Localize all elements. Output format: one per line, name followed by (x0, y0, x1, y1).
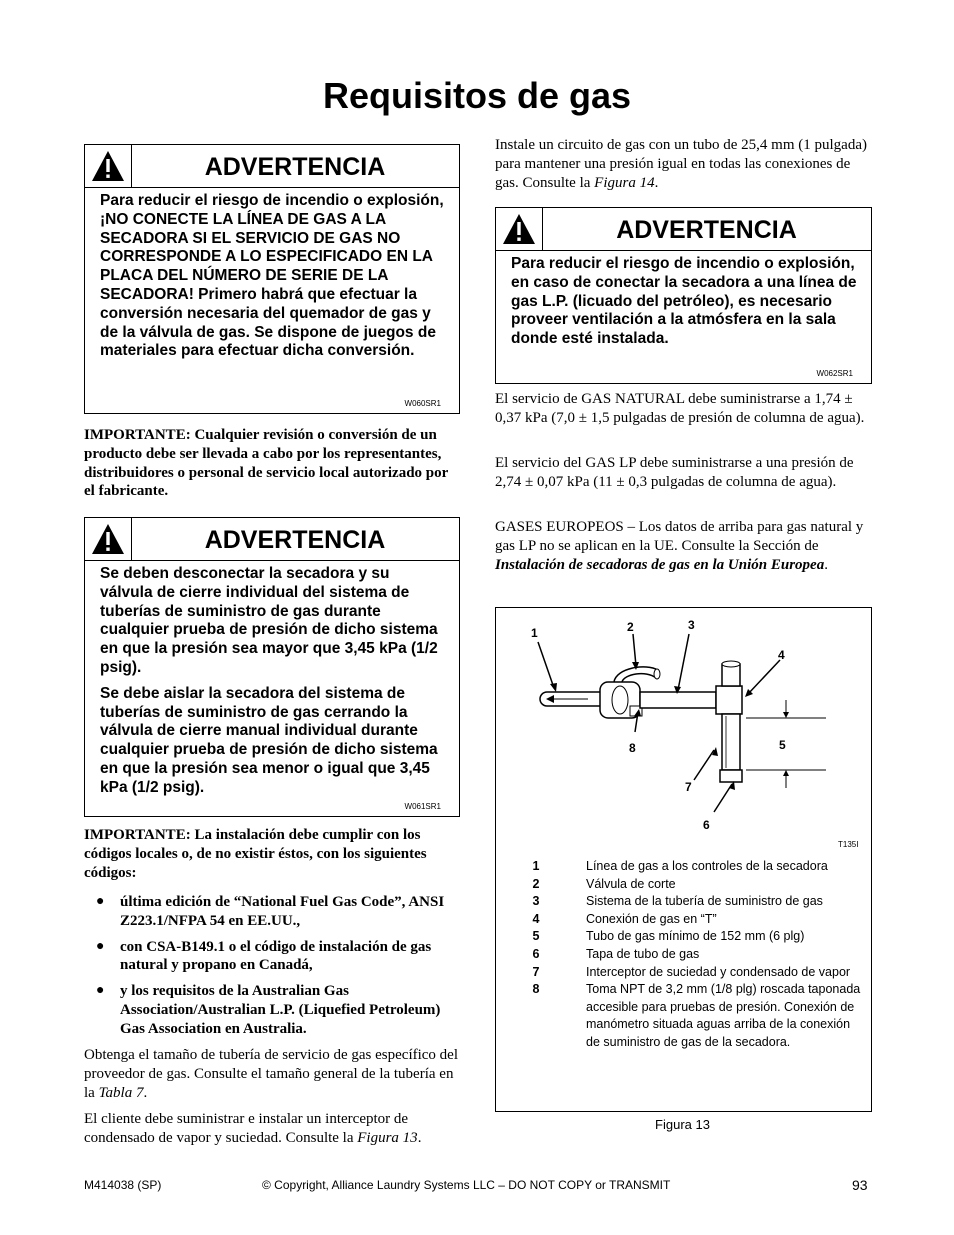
link-eu-section[interactable]: Instalación de secadoras de gas en la Unión Europea (495, 556, 825, 573)
page-title: Requisitos de gas (322, 75, 632, 116)
paragraph-pipe-size: Obtenga el tamaño de tubería de servicio de gas específico del proveedor de gas. Consulte el tamaño general de la tubería en la Tabla 7. (84, 1047, 459, 1101)
list-item: ● última edición de “National Fuel Gas Code”, ANSI Z223.1/NFPA 54 en EE.UU., (96, 894, 445, 929)
callout-5: 5 (779, 738, 786, 752)
callout-1: 1 (531, 626, 538, 640)
link-tabla-7[interactable]: Tabla 7 (98, 1084, 144, 1101)
callout-2: 2 (627, 620, 634, 634)
callout-7: 7 (685, 780, 692, 794)
link-figura-14[interactable]: Figura 14 (594, 174, 655, 191)
callout-4: 4 (778, 648, 785, 662)
warning-code: W061SR1 (404, 802, 441, 811)
warning-title: ADVERTENCIA (204, 153, 386, 181)
warning-code: W060SR1 (404, 399, 441, 408)
gas-pipe-diagram (496, 608, 871, 858)
paragraph-trap: El cliente debe suministrar e instalar un interceptor de condensado de vapor y suciedad. Consulte la Figura 13. (84, 1111, 422, 1146)
warning-text: Para reducir el riesgo de incendio o explosión, en caso de conectar la secadora a una línea de gas L.P. (licuado del petróleo), es necesario proveer ventilación a la atmósfera en la sala donde esté instalada. (511, 255, 857, 348)
callout-6: 6 (703, 818, 710, 832)
warning-box-pressure-test (84, 517, 460, 817)
callout-3: 3 (688, 618, 695, 632)
legend-item: 7 Interceptor de suciedad y condensado de vapor (532, 964, 851, 979)
link-figura-13[interactable]: Figura 13 (357, 1129, 418, 1146)
legend-item: 8 Toma NPT de 3,2 mm (1/8 plg) roscada taponada accesible para pruebas de presión. Conexión de manómetro situada aguas arriba de la conexión de suministro de gas de la secadora. (532, 982, 861, 1049)
important-label: IMPORTANTE: (84, 827, 191, 843)
warning-header (85, 145, 459, 188)
important-text: La instalación debe cumplir con los códigos locales o, de no existir éstos, con los siguientes códigos: (84, 827, 427, 881)
figure-caption: Figura 13 (655, 1117, 710, 1132)
paragraph-natural-gas: El servicio de GAS NATURAL debe suministrarse a 1,74 ± 0,37 kPa (7,0 ± 1,5 pulgadas de presión de columna de agua). (495, 391, 865, 426)
footer-doc-code: M414038 (SP) (84, 1178, 162, 1192)
important-label: IMPORTANTE: (84, 427, 191, 443)
figure-13-box (495, 607, 872, 1112)
warning-title: ADVERTENCIA (616, 216, 797, 244)
warning-header (496, 208, 871, 251)
footer-copyright: © Copyright, Alliance Laundry Systems LLC – DO NOT COPY or TRANSMIT (262, 1178, 671, 1192)
warning-text-disconnect: Se deben desconectar la secadora y su válvula de cierre individual del sistema de tuberías de suministro de gas durante cualquier prueba de presión de dicho sistema en que la presión sea mayor que 3,45 kPa (1/2 psig). (100, 565, 438, 676)
figure-code: T135I (838, 840, 859, 849)
legend-item: 4 Conexión de gas en “T” (532, 911, 717, 926)
legend-item: 5 Tubo de gas mínimo de 152 mm (6 plg) (532, 929, 805, 944)
figure-legend (496, 858, 871, 1052)
warning-triangle-icon (496, 208, 543, 250)
warning-box-fire-explosion (84, 144, 460, 414)
important-text: Cualquier revisión o conversión de un producto debe ser llevada a cabo por los representantes, distribuidores o personal de servicio local autorizado por el fabricante. (84, 427, 449, 500)
list-item: ● con CSA-B149.1 o el código de instalación de gas natural y propano en Canadá, (96, 938, 432, 974)
warning-text: Para reducir el riesgo de incendio o explosión, ¡NO CONECTE LA LÍNEA DE GAS A LA SECADORA SI EL SERVICIO DE GAS NO CORRESPONDE A LO ESPECIFICADO EN LA PLACA DEL NÚMERO DE SERIE DE LA SECADORA! Primero habrá que efectuar la conversión necesaria del quemador de gas y de la válvula de gas. Se dispone de juegos de materiales para efectuar dicha conversión. (100, 192, 444, 360)
paragraph-gas-circuit: Instale un circuito de gas con un tubo de 25,4 mm (1 pulgada) para mantener una presión igual en todas las conexiones de gas. Consulte la Figura 14. (495, 137, 867, 191)
codes-list (84, 893, 458, 1046)
warning-header (85, 518, 459, 561)
page-number: 93 (852, 1177, 868, 1193)
legend-item: 6 Tapa de tubo de gas (532, 946, 700, 961)
paragraph-european-gas: GASES EUROPEOS – Los datos de arriba para gas natural y gas LP no se aplican en la UE. Consulte la Sección de Instalación de secadoras de gas en la Unión Europea. (495, 519, 864, 573)
warning-text-isolate: Se debe aislar la secadora del sistema de tuberías de suministro de gas cerrando la válvula de cierre manual individual durante cualquier prueba de presión de dicho sistema en que la presión sea menor o igual que 3,45 kPa (1/2 psig). (100, 684, 438, 796)
legend-item: 1 Línea de gas a los controles de la secadora (532, 859, 828, 873)
paragraph-lp-gas: El servicio del GAS LP debe suministrarse a una presión de 2,74 ± 0,07 kPa (11 ± 0,3 pulgadas de columna de agua). (495, 455, 854, 490)
important-note-service (84, 426, 458, 501)
list-item: ● y los requisitos de la Australian Gas Association/Australian L.P. (Liquefied Petroleum) Gas Association en Australia. (96, 983, 441, 1037)
warning-box-lp-gas (495, 207, 872, 384)
warning-triangle-icon (85, 145, 132, 187)
legend-item: 2 Válvula de corte (532, 876, 676, 891)
warning-triangle-icon (85, 518, 132, 560)
warning-code: W062SR1 (816, 369, 853, 378)
warning-title: ADVERTENCIA (204, 526, 386, 554)
important-note-codes (84, 826, 458, 882)
callout-8: 8 (629, 741, 636, 755)
legend-item: 3 Sistema de la tubería de suministro de gas (532, 894, 823, 909)
